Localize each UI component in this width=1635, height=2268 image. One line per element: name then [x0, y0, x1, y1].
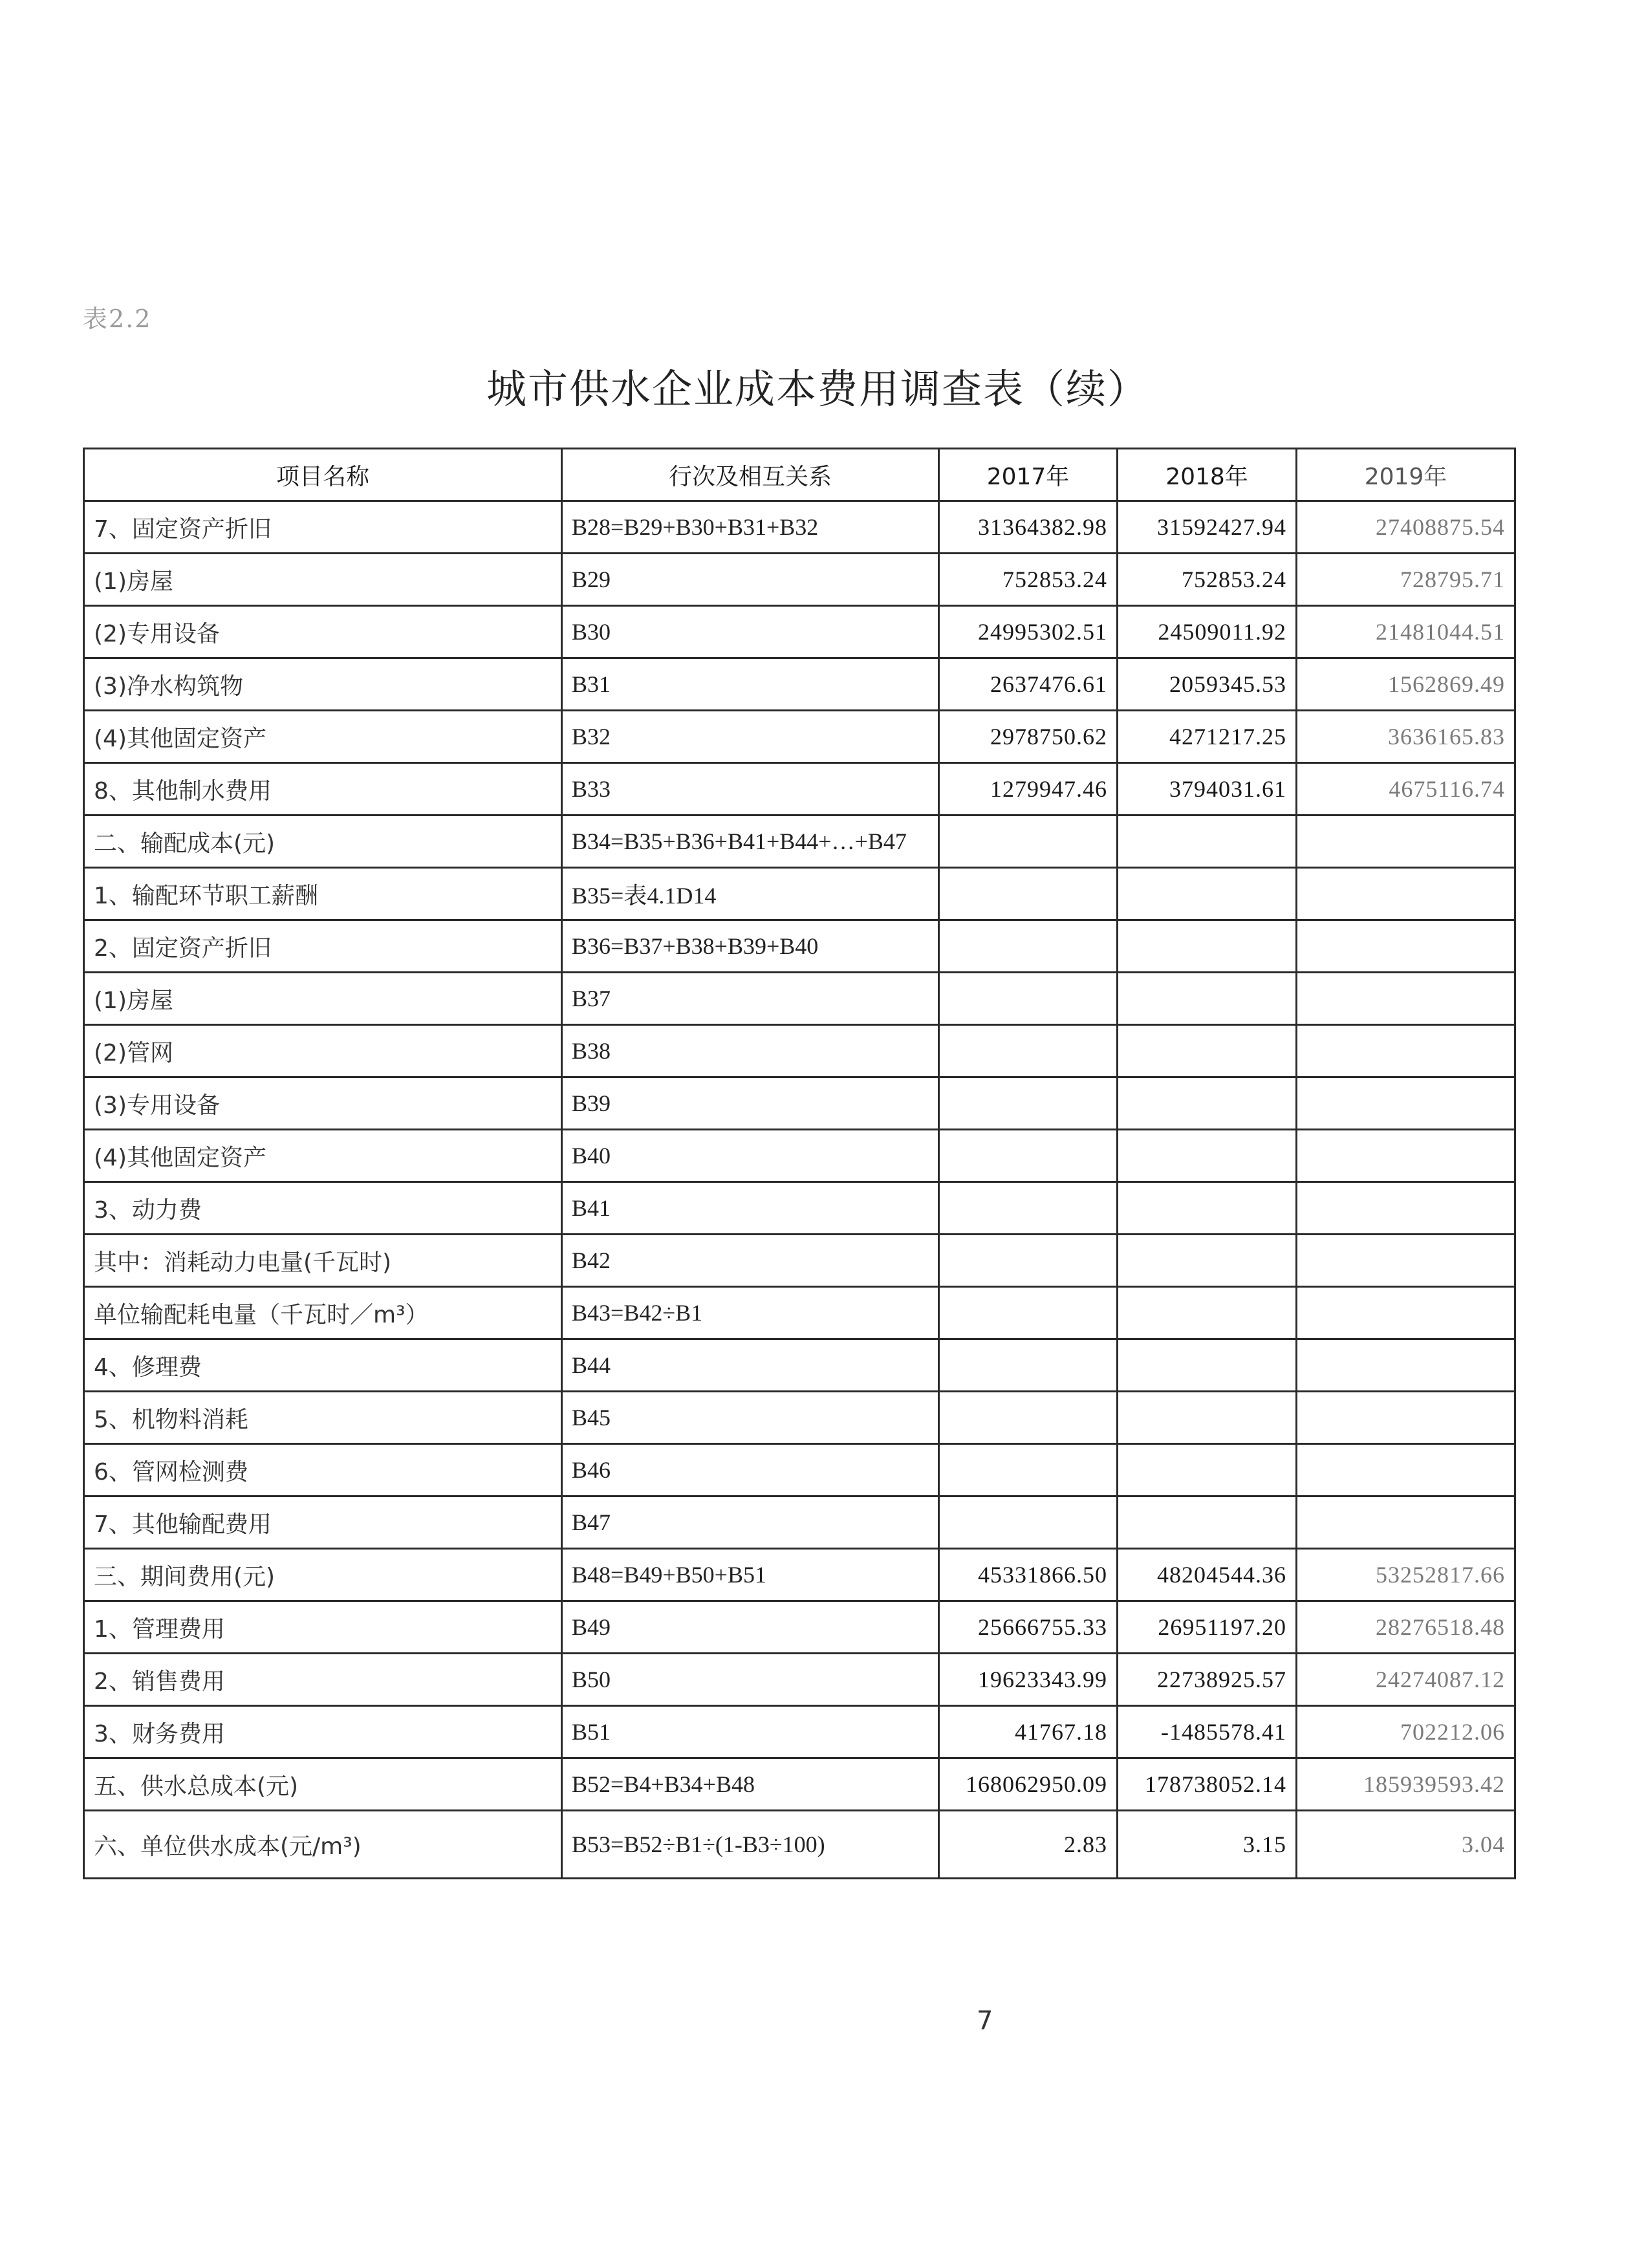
relation-cell: B36=B37+B38+B39+B40: [562, 920, 939, 973]
value-2017-cell: 25666755.33: [939, 1601, 1118, 1654]
value-2017-cell: [939, 1496, 1118, 1549]
value-2017-cell: [939, 920, 1118, 973]
value-2018-cell: [1118, 1496, 1297, 1549]
value-2018-cell: [1118, 1025, 1297, 1077]
item-name-cell: 1、输配环节职工薪酬: [84, 868, 562, 920]
value-2019-cell: 1562869.49: [1297, 658, 1515, 711]
item-name-cell: (1)房屋: [84, 554, 562, 606]
value-2019-cell: 27408875.54: [1297, 501, 1515, 554]
table-row: [84, 1339, 1515, 1392]
table-row: [84, 1811, 1515, 1879]
value-2017-cell: [939, 868, 1118, 920]
item-name-cell: (2)专用设备: [84, 606, 562, 658]
value-2019-cell: [1297, 1077, 1515, 1130]
value-2018-cell: [1118, 973, 1297, 1025]
value-2017-cell: 168062950.09: [939, 1758, 1118, 1811]
relation-cell: B40: [562, 1130, 939, 1182]
value-2017-cell: [939, 1444, 1118, 1496]
value-2018-cell: 22738925.57: [1118, 1654, 1297, 1706]
value-2017-cell: [939, 1025, 1118, 1077]
table-row: [84, 1601, 1515, 1654]
table-row: [84, 1758, 1515, 1811]
value-2017-cell: 2637476.61: [939, 658, 1118, 711]
relation-cell: B38: [562, 1025, 939, 1077]
value-2019-cell: [1297, 973, 1515, 1025]
relation-cell: B48=B49+B50+B51: [562, 1549, 939, 1601]
table-row: [84, 554, 1515, 606]
table-row: [84, 1444, 1515, 1496]
value-2019-cell: 53252817.66: [1297, 1549, 1515, 1601]
value-2018-cell: [1118, 1235, 1297, 1287]
item-name-cell: (3)净水构筑物: [84, 658, 562, 711]
relation-cell: B46: [562, 1444, 939, 1496]
item-name-cell: 其中：消耗动力电量(千瓦时): [84, 1235, 562, 1287]
relation-cell: B42: [562, 1235, 939, 1287]
relation-cell: B30: [562, 606, 939, 658]
relation-cell: B51: [562, 1706, 939, 1758]
value-2019-cell: [1297, 815, 1515, 868]
relation-cell: B35=表4.1D14: [562, 868, 939, 920]
table-row: [84, 1549, 1515, 1601]
table-code: 表2.2: [83, 305, 152, 333]
relation-cell: B50: [562, 1654, 939, 1706]
relation-cell: B44: [562, 1339, 939, 1392]
table-row: [84, 1130, 1515, 1182]
table-row: [84, 658, 1515, 711]
value-2018-cell: [1118, 815, 1297, 868]
value-2017-cell: [939, 1235, 1118, 1287]
value-2019-cell: 3.04: [1297, 1811, 1515, 1879]
cost-table: [83, 448, 1516, 1879]
table-row: [84, 1077, 1515, 1130]
relation-cell: B52=B4+B34+B48: [562, 1758, 939, 1811]
value-2019-cell: 28276518.48: [1297, 1601, 1515, 1654]
value-2018-cell: 24509011.92: [1118, 606, 1297, 658]
value-2017-cell: [939, 1130, 1118, 1182]
table-row: [84, 1706, 1515, 1758]
value-2019-cell: 21481044.51: [1297, 606, 1515, 658]
relation-cell: B29: [562, 554, 939, 606]
relation-cell: B49: [562, 1601, 939, 1654]
value-2018-cell: 4271217.25: [1118, 711, 1297, 763]
item-name-cell: (3)专用设备: [84, 1077, 562, 1130]
value-2019-cell: 4675116.74: [1297, 763, 1515, 815]
value-2017-cell: [939, 1339, 1118, 1392]
table-row: [84, 1287, 1515, 1339]
value-2019-cell: [1297, 1339, 1515, 1392]
value-2017-cell: [939, 815, 1118, 868]
value-2018-cell: 2059345.53: [1118, 658, 1297, 711]
relation-cell: B33: [562, 763, 939, 815]
value-2019-cell: 24274087.12: [1297, 1654, 1515, 1706]
relation-cell: B45: [562, 1392, 939, 1444]
item-name-cell: 六、单位供水成本(元/m³): [84, 1811, 562, 1879]
item-name-cell: 单位输配耗电量（千瓦时／m³）: [84, 1287, 562, 1339]
value-2017-cell: 2978750.62: [939, 711, 1118, 763]
relation-cell: B32: [562, 711, 939, 763]
page-number: 7: [977, 2006, 993, 2036]
value-2018-cell: [1118, 868, 1297, 920]
table-row: [84, 606, 1515, 658]
value-2018-cell: [1118, 1182, 1297, 1235]
value-2018-cell: [1118, 920, 1297, 973]
table-row: [84, 1025, 1515, 1077]
table-row: [84, 1392, 1515, 1444]
item-name-cell: 五、供水总成本(元): [84, 1758, 562, 1811]
item-name-cell: 2、固定资产折旧: [84, 920, 562, 973]
item-name-cell: 7、其他输配费用: [84, 1496, 562, 1549]
table-header-row: [84, 449, 1515, 501]
item-name-cell: 二、输配成本(元): [84, 815, 562, 868]
item-name-cell: 1、管理费用: [84, 1601, 562, 1654]
value-2019-cell: [1297, 1130, 1515, 1182]
value-2019-cell: 728795.71: [1297, 554, 1515, 606]
value-2019-cell: [1297, 1287, 1515, 1339]
table-row: [84, 815, 1515, 868]
table-row: [84, 711, 1515, 763]
relation-cell: B28=B29+B30+B31+B32: [562, 501, 939, 554]
value-2017-cell: 19623343.99: [939, 1654, 1118, 1706]
value-2019-cell: [1297, 1235, 1515, 1287]
value-2018-cell: 752853.24: [1118, 554, 1297, 606]
value-2018-cell: 3794031.61: [1118, 763, 1297, 815]
value-2018-cell: -1485578.41: [1118, 1706, 1297, 1758]
value-2017-cell: [939, 1287, 1118, 1339]
column-header-2019: 2019年: [1297, 449, 1515, 501]
column-header-2017: 2017年: [939, 449, 1118, 501]
item-name-cell: (4)其他固定资产: [84, 1130, 562, 1182]
value-2018-cell: [1118, 1339, 1297, 1392]
relation-cell: B47: [562, 1496, 939, 1549]
column-header-relation: 行次及相互关系: [562, 449, 939, 501]
value-2018-cell: 3.15: [1118, 1811, 1297, 1879]
table-row: [84, 763, 1515, 815]
value-2017-cell: [939, 1077, 1118, 1130]
item-name-cell: 三、期间费用(元): [84, 1549, 562, 1601]
value-2019-cell: 702212.06: [1297, 1706, 1515, 1758]
item-name-cell: (4)其他固定资产: [84, 711, 562, 763]
value-2018-cell: 178738052.14: [1118, 1758, 1297, 1811]
table-row: [84, 1182, 1515, 1235]
value-2018-cell: [1118, 1287, 1297, 1339]
table-row: [84, 920, 1515, 973]
value-2019-cell: [1297, 1182, 1515, 1235]
relation-cell: B37: [562, 973, 939, 1025]
value-2019-cell: [1297, 1025, 1515, 1077]
table-row: [84, 868, 1515, 920]
item-name-cell: 3、动力费: [84, 1182, 562, 1235]
item-name-cell: 2、销售费用: [84, 1654, 562, 1706]
relation-cell: B41: [562, 1182, 939, 1235]
column-header-item-name: 项目名称: [84, 449, 562, 501]
table-row: [84, 1496, 1515, 1549]
value-2018-cell: [1118, 1130, 1297, 1182]
value-2018-cell: [1118, 1392, 1297, 1444]
value-2019-cell: [1297, 1496, 1515, 1549]
column-header-2018: 2018年: [1118, 449, 1297, 501]
value-2018-cell: 26951197.20: [1118, 1601, 1297, 1654]
relation-cell: B34=B35+B36+B41+B44+…+B47: [562, 815, 939, 868]
relation-cell: B39: [562, 1077, 939, 1130]
value-2019-cell: [1297, 1444, 1515, 1496]
item-name-cell: 5、机物料消耗: [84, 1392, 562, 1444]
item-name-cell: 7、固定资产折旧: [84, 501, 562, 554]
value-2018-cell: 31592427.94: [1118, 501, 1297, 554]
item-name-cell: 8、其他制水费用: [84, 763, 562, 815]
item-name-cell: (2)管网: [84, 1025, 562, 1077]
value-2017-cell: 1279947.46: [939, 763, 1118, 815]
value-2019-cell: [1297, 920, 1515, 973]
page-title: 城市供水企业成本费用调查表（续）: [486, 365, 1149, 413]
item-name-cell: 3、财务费用: [84, 1706, 562, 1758]
item-name-cell: 4、修理费: [84, 1339, 562, 1392]
value-2017-cell: [939, 1392, 1118, 1444]
value-2017-cell: 752853.24: [939, 554, 1118, 606]
value-2018-cell: 48204544.36: [1118, 1549, 1297, 1601]
value-2019-cell: [1297, 1392, 1515, 1444]
value-2017-cell: 31364382.98: [939, 501, 1118, 554]
value-2019-cell: 3636165.83: [1297, 711, 1515, 763]
value-2018-cell: [1118, 1077, 1297, 1130]
value-2017-cell: [939, 1182, 1118, 1235]
table-row: [84, 973, 1515, 1025]
relation-cell: B43=B42÷B1: [562, 1287, 939, 1339]
value-2018-cell: [1118, 1444, 1297, 1496]
value-2019-cell: 185939593.42: [1297, 1758, 1515, 1811]
value-2017-cell: 45331866.50: [939, 1549, 1118, 1601]
item-name-cell: (1)房屋: [84, 973, 562, 1025]
table-row: [84, 1654, 1515, 1706]
table-row: [84, 1235, 1515, 1287]
relation-cell: B53=B52÷B1÷(1-B3÷100): [562, 1811, 939, 1879]
value-2017-cell: [939, 973, 1118, 1025]
table-row: [84, 501, 1515, 554]
value-2019-cell: [1297, 868, 1515, 920]
value-2017-cell: 2.83: [939, 1811, 1118, 1879]
value-2017-cell: 24995302.51: [939, 606, 1118, 658]
item-name-cell: 6、管网检测费: [84, 1444, 562, 1496]
relation-cell: B31: [562, 658, 939, 711]
value-2017-cell: 41767.18: [939, 1706, 1118, 1758]
